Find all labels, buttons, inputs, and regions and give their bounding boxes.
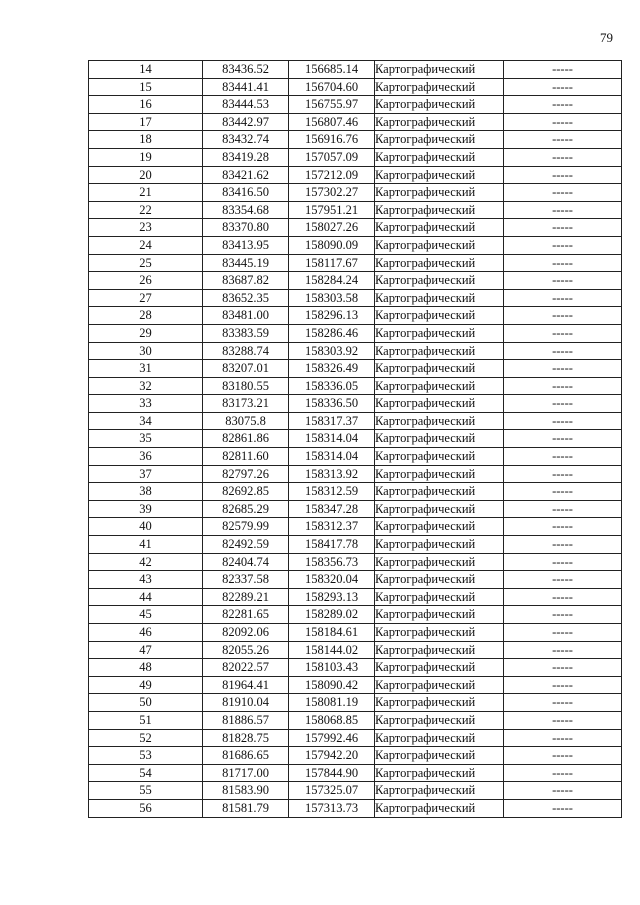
y-coordinate-cell: 157302.27 [289,184,375,202]
accuracy-cell: ----- [504,448,622,466]
point-number-cell: 31 [89,360,203,378]
point-number-cell: 33 [89,395,203,413]
x-coordinate-cell: 81910.04 [203,694,289,712]
accuracy-cell: ----- [504,395,622,413]
point-number-cell: 29 [89,324,203,342]
method-cell: Картографический [375,606,504,624]
x-coordinate-cell: 81581.79 [203,799,289,817]
y-coordinate-cell: 158317.37 [289,412,375,430]
method-cell: Картографический [375,659,504,677]
accuracy-cell: ----- [504,166,622,184]
point-number-cell: 27 [89,289,203,307]
x-coordinate-cell: 83173.21 [203,395,289,413]
x-coordinate-cell: 82861.86 [203,430,289,448]
accuracy-cell: ----- [504,272,622,290]
x-coordinate-cell: 82055.26 [203,641,289,659]
table-row [89,184,622,202]
method-cell: Картографический [375,342,504,360]
table-row [89,448,622,466]
point-number-cell: 56 [89,799,203,817]
y-coordinate-cell: 157992.46 [289,729,375,747]
y-coordinate-cell: 158296.13 [289,307,375,325]
table-row [89,729,622,747]
x-coordinate-cell: 82289.21 [203,588,289,606]
y-coordinate-cell: 158313.92 [289,465,375,483]
point-number-cell: 23 [89,219,203,237]
table-row [89,624,622,642]
point-number-cell: 55 [89,782,203,800]
accuracy-cell: ----- [504,377,622,395]
x-coordinate-cell: 81886.57 [203,711,289,729]
point-number-cell: 39 [89,500,203,518]
accuracy-cell: ----- [504,289,622,307]
x-coordinate-cell: 83354.68 [203,201,289,219]
y-coordinate-cell: 158027.26 [289,219,375,237]
table-row [89,201,622,219]
table-row [89,764,622,782]
table-row [89,219,622,237]
table-row [89,395,622,413]
x-coordinate-cell: 82092.06 [203,624,289,642]
point-number-cell: 34 [89,412,203,430]
table-row [89,166,622,184]
point-number-cell: 41 [89,536,203,554]
method-cell: Картографический [375,184,504,202]
x-coordinate-cell: 83445.19 [203,254,289,272]
x-coordinate-cell: 83421.62 [203,166,289,184]
y-coordinate-cell: 158312.37 [289,518,375,536]
method-cell: Картографический [375,465,504,483]
method-cell: Картографический [375,412,504,430]
accuracy-cell: ----- [504,465,622,483]
point-number-cell: 54 [89,764,203,782]
x-coordinate-cell: 83370.80 [203,219,289,237]
accuracy-cell: ----- [504,430,622,448]
y-coordinate-cell: 158320.04 [289,571,375,589]
method-cell: Картографический [375,764,504,782]
accuracy-cell: ----- [504,148,622,166]
accuracy-cell: ----- [504,606,622,624]
y-coordinate-cell: 157057.09 [289,148,375,166]
method-cell: Картографический [375,518,504,536]
x-coordinate-cell: 81717.00 [203,764,289,782]
point-number-cell: 18 [89,131,203,149]
y-coordinate-cell: 156685.14 [289,61,375,79]
y-coordinate-cell: 156755.97 [289,96,375,114]
table-row [89,676,622,694]
accuracy-cell: ----- [504,536,622,554]
method-cell: Картографический [375,694,504,712]
method-cell: Картографический [375,395,504,413]
x-coordinate-cell: 83180.55 [203,377,289,395]
x-coordinate-cell: 83481.00 [203,307,289,325]
method-cell: Картографический [375,61,504,79]
accuracy-cell: ----- [504,553,622,571]
point-number-cell: 50 [89,694,203,712]
point-number-cell: 51 [89,711,203,729]
method-cell: Картографический [375,624,504,642]
table-row [89,131,622,149]
table-row [89,799,622,817]
table-row [89,324,622,342]
point-number-cell: 53 [89,747,203,765]
y-coordinate-cell: 158144.02 [289,641,375,659]
x-coordinate-cell: 83442.97 [203,113,289,131]
y-coordinate-cell: 157325.07 [289,782,375,800]
table-row [89,272,622,290]
x-coordinate-cell: 83432.74 [203,131,289,149]
x-coordinate-cell: 83383.59 [203,324,289,342]
x-coordinate-cell: 83288.74 [203,342,289,360]
x-coordinate-cell: 83444.53 [203,96,289,114]
accuracy-cell: ----- [504,61,622,79]
point-number-cell: 49 [89,676,203,694]
method-cell: Картографический [375,324,504,342]
method-cell: Картографический [375,219,504,237]
method-cell: Картографический [375,201,504,219]
x-coordinate-cell: 82404.74 [203,553,289,571]
y-coordinate-cell: 156916.76 [289,131,375,149]
accuracy-cell: ----- [504,782,622,800]
y-coordinate-cell: 158326.49 [289,360,375,378]
point-number-cell: 44 [89,588,203,606]
coordinates-table [88,60,622,818]
method-cell: Картографический [375,553,504,571]
point-number-cell: 17 [89,113,203,131]
y-coordinate-cell: 158289.02 [289,606,375,624]
table-row [89,588,622,606]
point-number-cell: 21 [89,184,203,202]
method-cell: Картографический [375,148,504,166]
y-coordinate-cell: 157951.21 [289,201,375,219]
method-cell: Картографический [375,747,504,765]
y-coordinate-cell: 158090.42 [289,676,375,694]
y-coordinate-cell: 157313.73 [289,799,375,817]
accuracy-cell: ----- [504,729,622,747]
accuracy-cell: ----- [504,641,622,659]
point-number-cell: 26 [89,272,203,290]
method-cell: Картографический [375,78,504,96]
y-coordinate-cell: 158347.28 [289,500,375,518]
accuracy-cell: ----- [504,518,622,536]
page-number: 79 [600,30,613,45]
x-coordinate-cell: 82281.65 [203,606,289,624]
method-cell: Картографический [375,131,504,149]
point-number-cell: 43 [89,571,203,589]
point-number-cell: 30 [89,342,203,360]
point-number-cell: 20 [89,166,203,184]
table-row [89,96,622,114]
table-row [89,571,622,589]
method-cell: Картографический [375,254,504,272]
table-row [89,711,622,729]
point-number-cell: 15 [89,78,203,96]
y-coordinate-cell: 158090.09 [289,236,375,254]
y-coordinate-cell: 158314.04 [289,448,375,466]
point-number-cell: 32 [89,377,203,395]
point-number-cell: 42 [89,553,203,571]
y-coordinate-cell: 158117.67 [289,254,375,272]
table-row [89,148,622,166]
table-row [89,289,622,307]
accuracy-cell: ----- [504,571,622,589]
accuracy-cell: ----- [504,113,622,131]
accuracy-cell: ----- [504,78,622,96]
table-row [89,465,622,483]
accuracy-cell: ----- [504,254,622,272]
x-coordinate-cell: 83436.52 [203,61,289,79]
y-coordinate-cell: 158303.58 [289,289,375,307]
accuracy-cell: ----- [504,711,622,729]
accuracy-cell: ----- [504,96,622,114]
x-coordinate-cell: 82692.85 [203,483,289,501]
point-number-cell: 40 [89,518,203,536]
accuracy-cell: ----- [504,360,622,378]
method-cell: Картографический [375,500,504,518]
method-cell: Картографический [375,113,504,131]
coordinates-table-body [89,61,622,818]
y-coordinate-cell: 158314.04 [289,430,375,448]
method-cell: Картографический [375,799,504,817]
accuracy-cell: ----- [504,799,622,817]
table-row [89,61,622,79]
table-row [89,747,622,765]
method-cell: Картографический [375,483,504,501]
x-coordinate-cell: 83687.82 [203,272,289,290]
method-cell: Картографический [375,641,504,659]
accuracy-cell: ----- [504,201,622,219]
accuracy-cell: ----- [504,500,622,518]
table-row [89,500,622,518]
point-number-cell: 19 [89,148,203,166]
x-coordinate-cell: 82797.26 [203,465,289,483]
table-row [89,430,622,448]
method-cell: Картографический [375,782,504,800]
method-cell: Картографический [375,307,504,325]
x-coordinate-cell: 81583.90 [203,782,289,800]
table-row [89,113,622,131]
table-row [89,606,622,624]
y-coordinate-cell: 158312.59 [289,483,375,501]
method-cell: Картографический [375,236,504,254]
x-coordinate-cell: 83652.35 [203,289,289,307]
accuracy-cell: ----- [504,131,622,149]
table-row [89,254,622,272]
point-number-cell: 48 [89,659,203,677]
point-number-cell: 36 [89,448,203,466]
point-number-cell: 47 [89,641,203,659]
point-number-cell: 14 [89,61,203,79]
x-coordinate-cell: 82022.57 [203,659,289,677]
point-number-cell: 22 [89,201,203,219]
x-coordinate-cell: 82685.29 [203,500,289,518]
accuracy-cell: ----- [504,412,622,430]
table-row [89,659,622,677]
method-cell: Картографический [375,711,504,729]
table-row [89,342,622,360]
accuracy-cell: ----- [504,324,622,342]
accuracy-cell: ----- [504,764,622,782]
accuracy-cell: ----- [504,342,622,360]
x-coordinate-cell: 83413.95 [203,236,289,254]
method-cell: Картографический [375,272,504,290]
point-number-cell: 46 [89,624,203,642]
y-coordinate-cell: 158284.24 [289,272,375,290]
x-coordinate-cell: 82811.60 [203,448,289,466]
x-coordinate-cell: 82579.99 [203,518,289,536]
accuracy-cell: ----- [504,219,622,237]
y-coordinate-cell: 158293.13 [289,588,375,606]
y-coordinate-cell: 158356.73 [289,553,375,571]
x-coordinate-cell: 81686.65 [203,747,289,765]
x-coordinate-cell: 82492.59 [203,536,289,554]
method-cell: Картографический [375,676,504,694]
table-row [89,377,622,395]
table-row [89,78,622,96]
y-coordinate-cell: 158417.78 [289,536,375,554]
method-cell: Картографический [375,571,504,589]
y-coordinate-cell: 158336.05 [289,377,375,395]
x-coordinate-cell: 83416.50 [203,184,289,202]
method-cell: Картографический [375,536,504,554]
y-coordinate-cell: 158184.61 [289,624,375,642]
x-coordinate-cell: 81964.41 [203,676,289,694]
x-coordinate-cell: 83075.8 [203,412,289,430]
table-row [89,412,622,430]
point-number-cell: 37 [89,465,203,483]
table-row [89,694,622,712]
table-row [89,782,622,800]
y-coordinate-cell: 157844.90 [289,764,375,782]
accuracy-cell: ----- [504,236,622,254]
y-coordinate-cell: 156704.60 [289,78,375,96]
y-coordinate-cell: 158068.85 [289,711,375,729]
method-cell: Картографический [375,588,504,606]
point-number-cell: 52 [89,729,203,747]
y-coordinate-cell: 156807.46 [289,113,375,131]
x-coordinate-cell: 82337.58 [203,571,289,589]
method-cell: Картографический [375,377,504,395]
table-row [89,553,622,571]
y-coordinate-cell: 158336.50 [289,395,375,413]
y-coordinate-cell: 158081.19 [289,694,375,712]
table-row [89,307,622,325]
y-coordinate-cell: 158303.92 [289,342,375,360]
method-cell: Картографический [375,729,504,747]
point-number-cell: 35 [89,430,203,448]
point-number-cell: 38 [89,483,203,501]
accuracy-cell: ----- [504,694,622,712]
table-row [89,360,622,378]
table-row [89,236,622,254]
point-number-cell: 25 [89,254,203,272]
method-cell: Картографический [375,448,504,466]
accuracy-cell: ----- [504,747,622,765]
point-number-cell: 16 [89,96,203,114]
table-row [89,536,622,554]
method-cell: Картографический [375,360,504,378]
point-number-cell: 28 [89,307,203,325]
method-cell: Картографический [375,166,504,184]
accuracy-cell: ----- [504,659,622,677]
x-coordinate-cell: 83441.41 [203,78,289,96]
accuracy-cell: ----- [504,624,622,642]
accuracy-cell: ----- [504,184,622,202]
x-coordinate-cell: 83419.28 [203,148,289,166]
accuracy-cell: ----- [504,307,622,325]
x-coordinate-cell: 83207.01 [203,360,289,378]
y-coordinate-cell: 157942.20 [289,747,375,765]
y-coordinate-cell: 158103.43 [289,659,375,677]
method-cell: Картографический [375,430,504,448]
accuracy-cell: ----- [504,483,622,501]
table-row [89,483,622,501]
accuracy-cell: ----- [504,588,622,606]
table-row [89,641,622,659]
y-coordinate-cell: 158286.46 [289,324,375,342]
method-cell: Картографический [375,96,504,114]
method-cell: Картографический [375,289,504,307]
x-coordinate-cell: 81828.75 [203,729,289,747]
accuracy-cell: ----- [504,676,622,694]
point-number-cell: 24 [89,236,203,254]
y-coordinate-cell: 157212.09 [289,166,375,184]
point-number-cell: 45 [89,606,203,624]
table-row [89,518,622,536]
